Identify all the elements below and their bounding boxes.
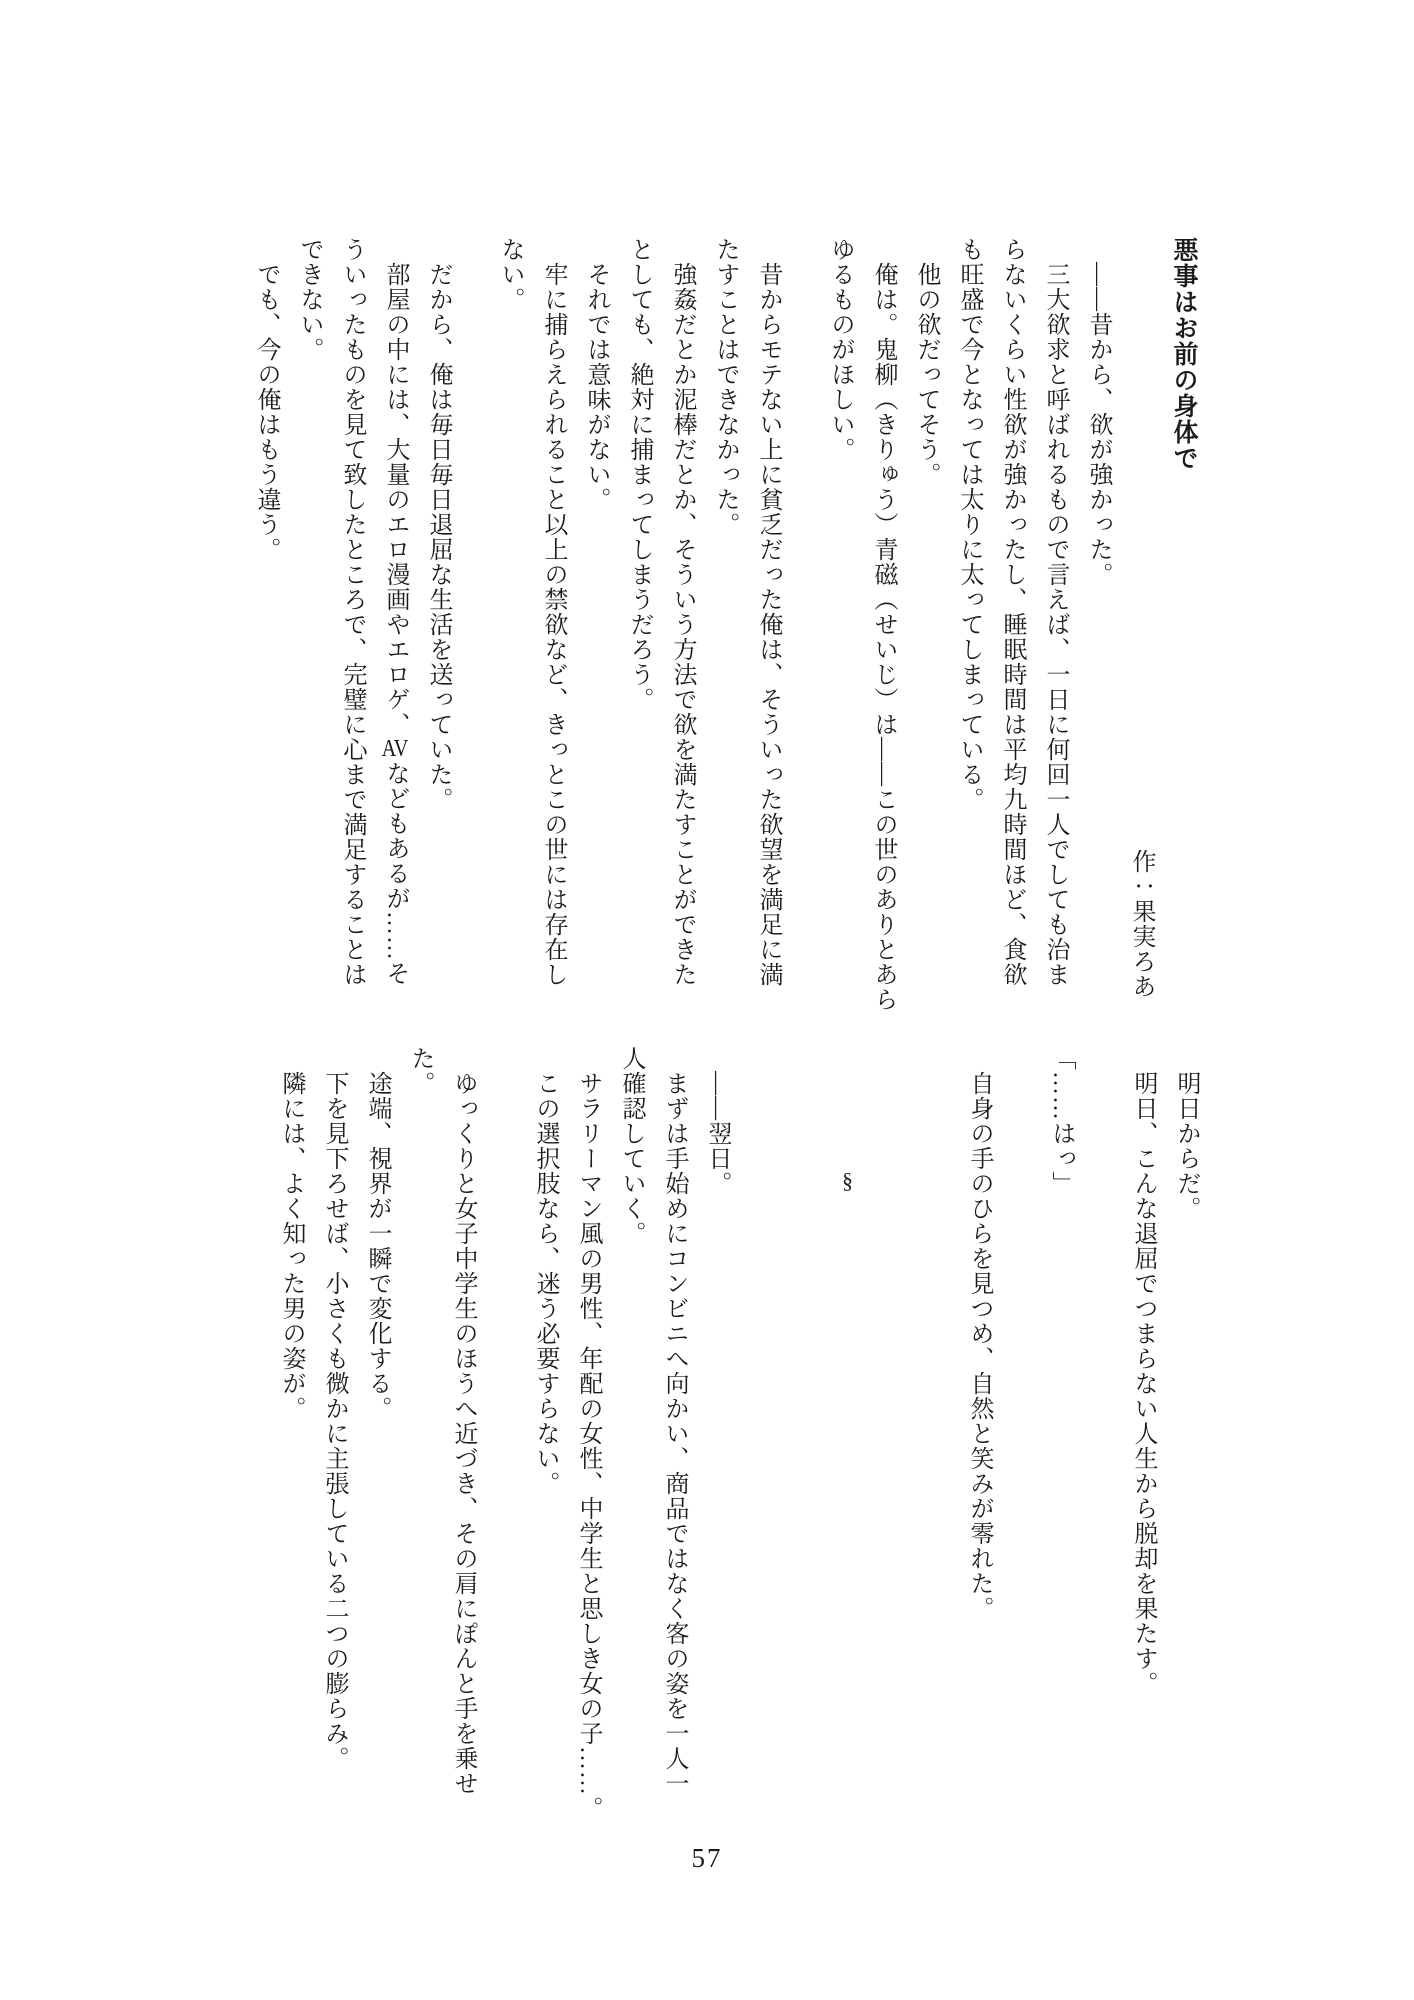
dialogue-column: 「……はっ」: [1048, 1046, 1074, 1196]
text-column: 三大欲求と呼ばれるもので言えば、一日に何回一人でしても治ま: [1042, 237, 1068, 987]
text-column: 途端、視界が一瞬で変化する。: [364, 1046, 390, 1421]
text-column: 明日からだ。: [1173, 1046, 1199, 1221]
text-column: たすことはできなかった。: [712, 237, 738, 537]
text-column: としても、絶対に捕まってしまうだろう。: [626, 237, 652, 712]
text-column: 昔からモテない上に貧乏だった俺は、そういった欲望を満足に満: [755, 237, 781, 987]
text-column: た。: [407, 1046, 433, 1096]
text-column: 自身の手のひらを見つめ、自然と笑みが零れた。: [966, 1046, 992, 1621]
text-column: ゆっくりと女子中学生のほうへ近づき、その肩にぽんと手を乗せ: [450, 1046, 476, 1796]
text-column: 他の欲だってそう。: [913, 237, 939, 487]
text-column: それでは意味がない。: [583, 237, 609, 512]
text-column: この選択肢なら、迷う必要すらない。: [532, 1046, 558, 1496]
text-column: 俺は。鬼柳（きりゅう）青磁（せいじ）は——この世のありとあら: [870, 237, 896, 1012]
text-column: サラリーマン風の男性、年配の女性、中学生と思しき女の子……。: [575, 1046, 601, 1821]
bottom-text-band: [269, 1046, 1207, 1841]
tatechuyoko-latin: AV: [381, 737, 409, 761]
text-column: ——翌日。: [704, 1046, 730, 1196]
text-column: 部屋の中には、大量のエロ漫画やエロゲ、AVなどもあるが……そ: [381, 237, 409, 986]
text-column: 人確認していく。: [618, 1046, 644, 1246]
text-column: 隣には、よく知った男の姿が。: [278, 1046, 304, 1421]
text-column: ゆるものがほしい。: [827, 237, 853, 462]
text-column: でも、今の俺はもう違う。: [253, 237, 279, 562]
text-column: ない。: [497, 237, 523, 312]
text-column: 牢に捕らえられること以上の禁欲など、きっとこの世には存在し: [540, 237, 566, 987]
text-column: できない。: [296, 237, 322, 362]
text-column: 強姦だとか泥棒だとか、そういう方法で欲を満たすことができた: [669, 237, 695, 987]
text-column: だから、俺は毎日毎日退屈な生活を送っていた。: [425, 237, 451, 812]
text-column: ——昔から、欲が強かった。: [1085, 237, 1111, 587]
page-number: 57: [691, 1843, 723, 1873]
text-column: も旺盛で今となっては太りに太ってしまっている。: [956, 237, 982, 812]
text-column: らないくらい性欲が強かったし、睡眠時間は平均九時間ほど、食欲: [999, 237, 1025, 987]
text-column: 下を見下ろせば、小さくも微かに主張している二つの膨らみ。: [321, 1046, 347, 1771]
title-column: 悪事はお前の身体で: [1170, 237, 1197, 471]
text-column: 明日、こんな退屈でつまらない人生から脱却を果たす。: [1130, 1046, 1156, 1696]
text-column: ういったものを見て致したところで、完璧に心まで満足することは: [339, 237, 365, 987]
author-column: 作：果実ろあ: [1128, 849, 1154, 999]
text-column: まずは手始めにコンビニへ向かい、商品ではなく客の姿を一人一: [661, 1046, 687, 1796]
section-divider: §: [835, 1168, 860, 1194]
top-text-band: [244, 237, 1205, 1012]
